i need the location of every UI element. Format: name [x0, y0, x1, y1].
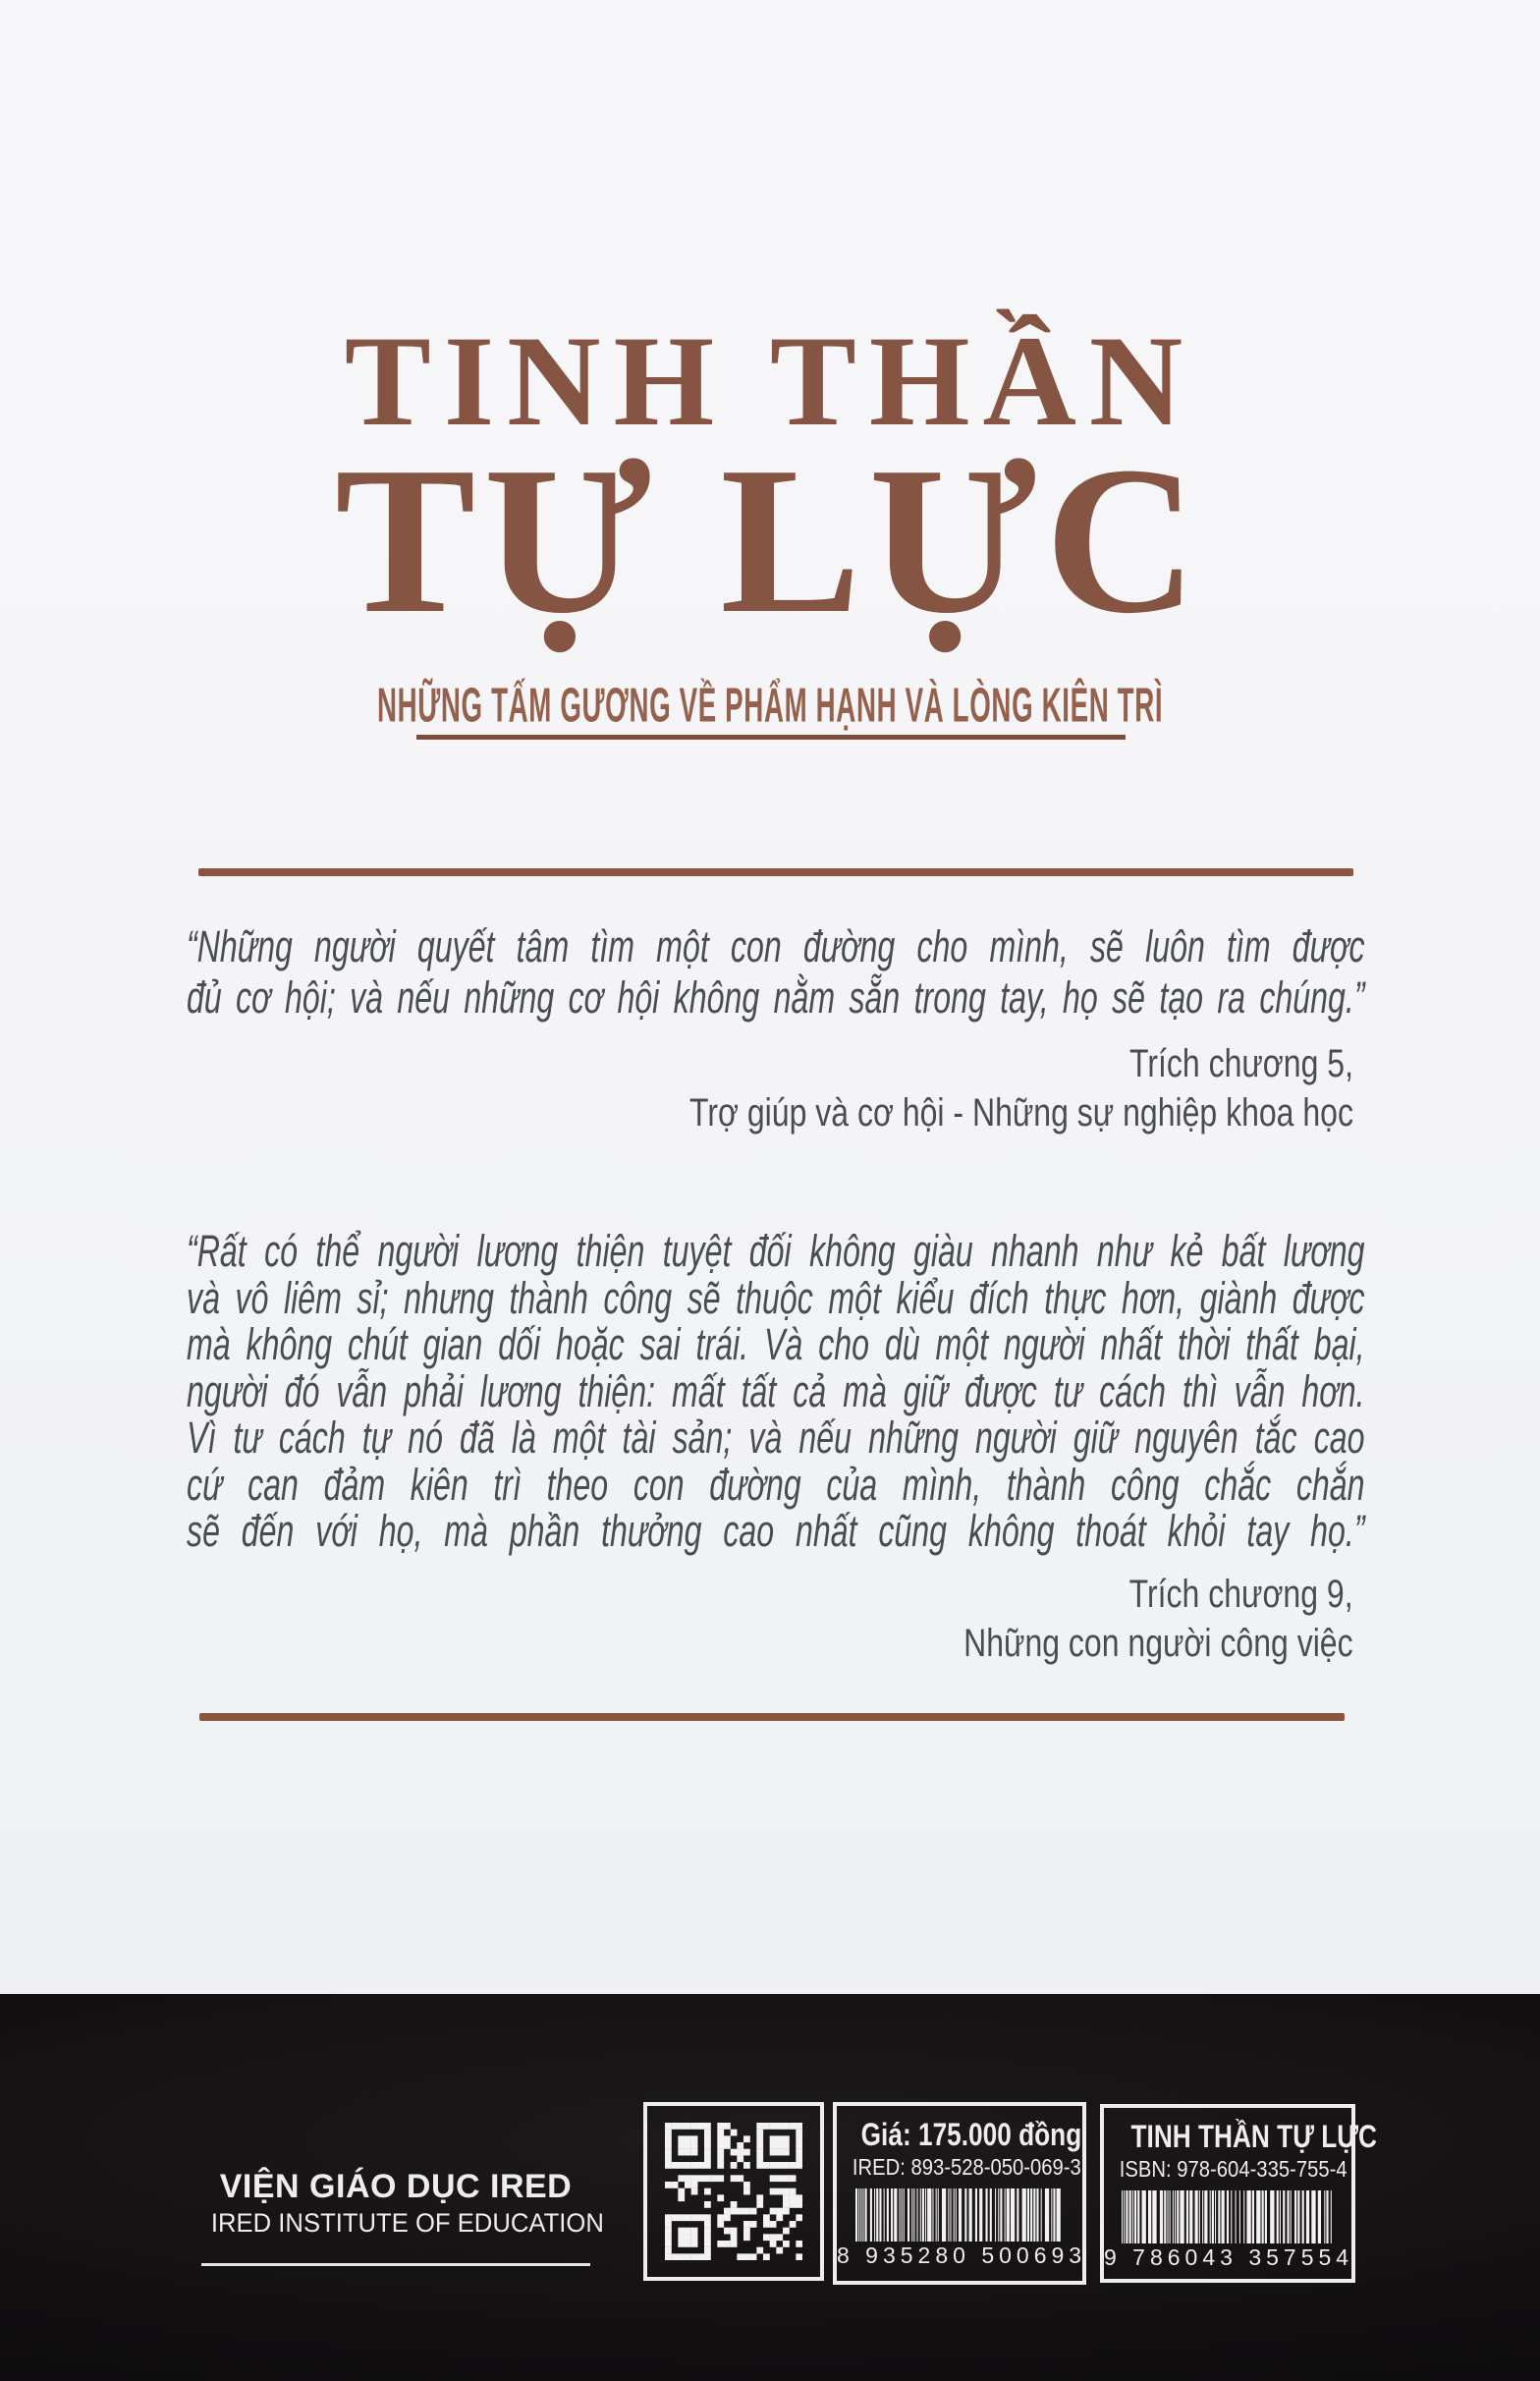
attribution-line: Những con người công việc [963, 1622, 1353, 1665]
price-text: Giá: 175.000 đồng [860, 2117, 1082, 2152]
bottom-divider-rule [199, 1713, 1345, 1721]
isbn-barcode-digits: 9 786043 357554 [1104, 2244, 1354, 2270]
quote-attribution-2 [866, 1570, 1353, 1668]
ired-code-text: IRED: 893-528-050-069-3 [852, 2154, 1081, 2180]
top-divider-rule [198, 868, 1353, 876]
quote-line: người đó vẫn phải lương thiện: mất tất cả mà giữ được tư cách thì vẫn hơn. [187, 1365, 1365, 1416]
publisher-name: VIỆN GIÁO DỤC IRED [219, 2168, 573, 2205]
attribution-line: Trích chương 9, [1129, 1573, 1353, 1616]
quote-attribution-1 [523, 1039, 1353, 1137]
quote-line: cứ can đảm kiên trì theo con đường của mình, thành công chắc chắn [187, 1459, 1365, 1510]
price-barcode-icon [855, 2188, 1064, 2242]
subtitle-underline [416, 735, 1126, 740]
quote-line: Vì tư cách tự nó đã là một tài sản; và nếu những người giữ nguyên tắc cao [187, 1412, 1365, 1463]
quote-line: “Những người quyết tâm tìm một con đường cho mình, sẽ luôn tìm được [187, 921, 1365, 971]
isbn-title: TINH THẦN TỰ LỰC [1130, 2119, 1378, 2154]
qr-code-box [643, 2102, 824, 2281]
isbn-barcode-icon [1122, 2190, 1334, 2243]
quote-line: mà không chút gian dối hoặc sai trái. Và cho dù một người nhất thời thất bại, [187, 1319, 1365, 1369]
isbn-number: ISBN: 978-604-335-755-4 [1119, 2156, 1348, 2182]
publisher-block [201, 2167, 604, 2266]
book-title-line1: TINH THẦN [344, 308, 1196, 453]
footer-bar [0, 1994, 1540, 2381]
quote-block-2 [187, 1228, 1365, 1555]
price-box [833, 2102, 1086, 2285]
isbn-box [1100, 2104, 1378, 2283]
attribution-line: Trợ giúp và cơ hội - Những sự nghiệp khoa học [689, 1091, 1353, 1135]
quote-block-1 [187, 921, 1365, 1024]
publisher-subname: IRED INSTITUTE OF EDUCATION [210, 2208, 604, 2238]
quote-line: sẽ đến với họ, mà phần thưởng cao nhất cũng không thoát khỏi tay họ.” [187, 1506, 1365, 1556]
book-title-line2: TỰ LỰC [334, 422, 1206, 657]
quote-line: và vô liêm sỉ; nhưng thành công sẽ thuộc một kiểu đích thực hơn, giành được [187, 1272, 1365, 1323]
quote-line: “Rất có thể người lương thiện tuyệt đối không giàu nhanh như kẻ bất lương [187, 1226, 1365, 1276]
quote-line: đủ cơ hội; và nếu những cơ hội không nằm sẵn trong tay, họ sẽ tạo ra chúng.” [187, 972, 1365, 1023]
book-subtitle: NHỮNG TẤM GƯƠNG VỀ PHẨM HẠNH VÀ LÒNG KIÊN TRÌ [376, 678, 1164, 733]
qr-code-icon [665, 2123, 802, 2260]
publisher-underline [201, 2263, 590, 2266]
attribution-line: Trích chương 5, [1129, 1042, 1353, 1085]
price-barcode-digits: 8 935280 500693 [837, 2243, 1087, 2268]
